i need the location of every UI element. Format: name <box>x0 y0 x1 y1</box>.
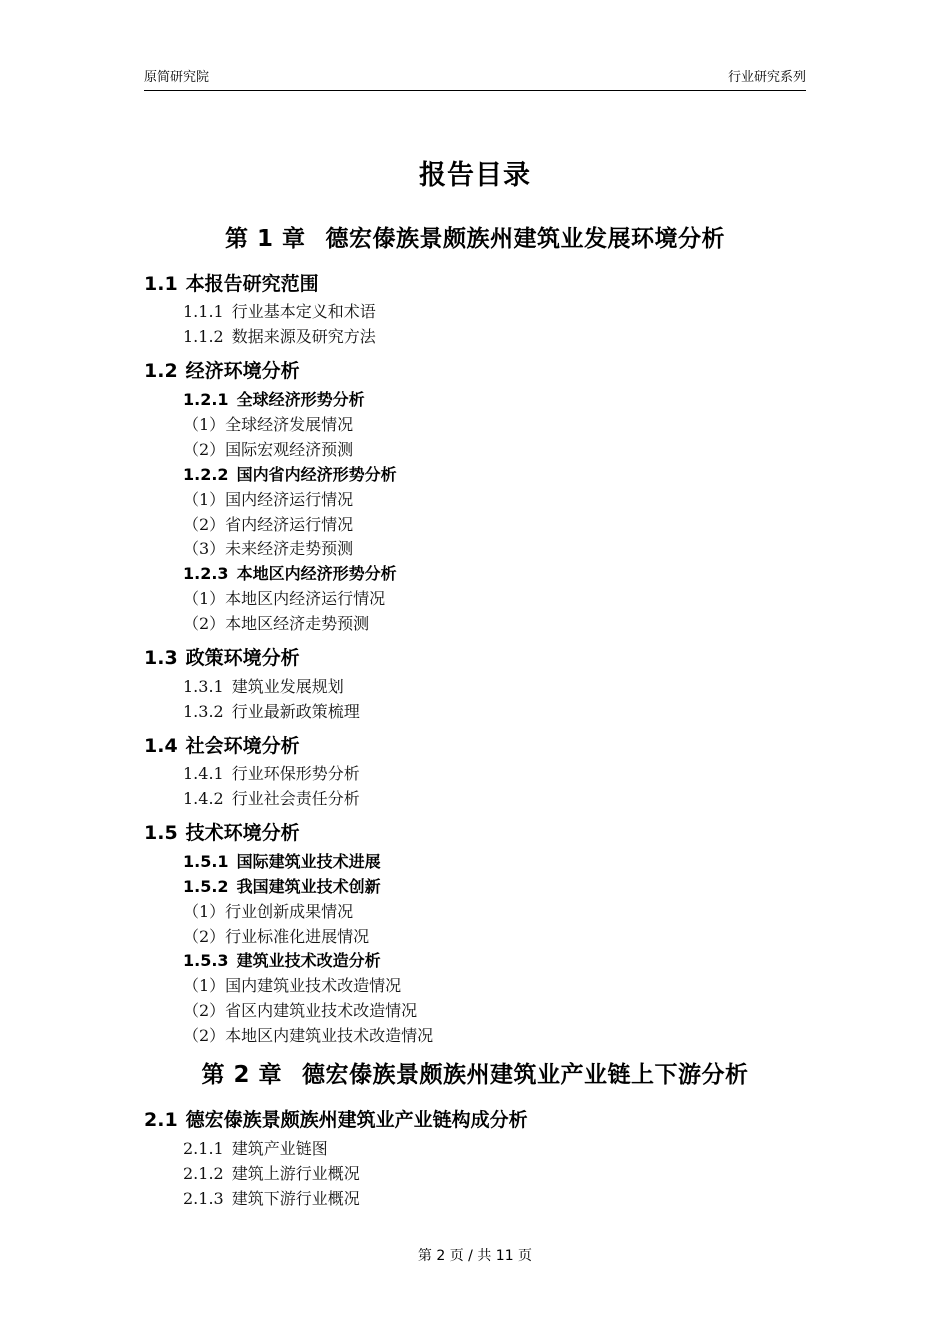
page-number: 第 2 页 / 共 11 页 <box>417 1248 533 1264</box>
toc-entry: 1.3.1 建筑业发展规划 <box>183 677 344 696</box>
chapter-heading-1 <box>0 224 950 254</box>
toc-entry: 1.5.1 国际建筑业技术进展 <box>183 852 381 871</box>
chapter-title: 德宏傣族景颇族州建筑业发展环境分析 <box>325 226 726 252</box>
toc-entry: （2）省区内建筑业技术改造情况 <box>183 1001 418 1020</box>
toc-entry: 1.1.1 行业基本定义和术语 <box>183 302 376 321</box>
toc-entry: 1.1.2 数据来源及研究方法 <box>183 327 376 346</box>
chapter-title: 德宏傣族景颇族州建筑业产业链上下游分析 <box>302 1062 749 1088</box>
toc-entry: 2.1.3 建筑下游行业概况 <box>183 1189 360 1208</box>
toc-entry: （2）本地区经济走势预测 <box>183 614 370 633</box>
toc-entry: 1.5 技术环境分析 <box>144 822 300 844</box>
toc-entry: 2.1.1 建筑产业链图 <box>183 1139 328 1158</box>
toc-entry: 2.1 德宏傣族景颇族州建筑业产业链构成分析 <box>144 1109 528 1131</box>
toc-entry: （1）全球经济发展情况 <box>183 415 354 434</box>
toc-entry: 1.2 经济环境分析 <box>144 360 300 382</box>
toc-entry: 1.4.1 行业环保形势分析 <box>183 764 360 783</box>
toc-entry: （1）行业创新成果情况 <box>183 902 354 921</box>
page-header <box>144 68 806 91</box>
toc-entry: 1.2.2 国内省内经济形势分析 <box>183 465 397 484</box>
toc-entry: 1.3.2 行业最新政策梳理 <box>183 702 360 721</box>
toc-entry: （1）本地区内经济运行情况 <box>183 589 386 608</box>
toc-entry: 1.3 政策环境分析 <box>144 647 300 669</box>
toc-entry: 1.4 社会环境分析 <box>144 735 300 757</box>
toc-entry: （1）国内建筑业技术改造情况 <box>183 976 402 995</box>
page-title: 报告目录 <box>419 160 531 191</box>
toc-entry: （2）国际宏观经济预测 <box>183 440 354 459</box>
toc-entry: 1.2.3 本地区内经济形势分析 <box>183 564 397 583</box>
header-organization: 原简研究院 <box>144 70 210 85</box>
toc-entry: 1.5.3 建筑业技术改造分析 <box>183 951 381 970</box>
toc-entry: （2）行业标准化进展情况 <box>183 927 370 946</box>
toc-entry: （3）未来经济走势预测 <box>183 539 354 558</box>
chapter-number: 第 1 章 <box>224 226 306 252</box>
chapter-number: 第 2 章 <box>201 1062 283 1088</box>
toc-entry: （1）国内经济运行情况 <box>183 490 354 509</box>
toc-entry: （2）省内经济运行情况 <box>183 515 354 534</box>
toc-entry: 2.1.2 建筑上游行业概况 <box>183 1164 360 1183</box>
header-series: 行业研究系列 <box>727 70 806 85</box>
toc-entry: 1.1 本报告研究范围 <box>144 273 319 295</box>
toc-entry: 1.4.2 行业社会责任分析 <box>183 789 360 808</box>
toc-entry: （2）本地区内建筑业技术改造情况 <box>183 1026 434 1045</box>
toc-entry: 1.2.1 全球经济形势分析 <box>183 390 365 409</box>
toc-entry: 1.5.2 我国建筑业技术创新 <box>183 877 381 896</box>
page-footer <box>0 1246 950 1266</box>
chapter-heading-2 <box>0 1060 950 1090</box>
